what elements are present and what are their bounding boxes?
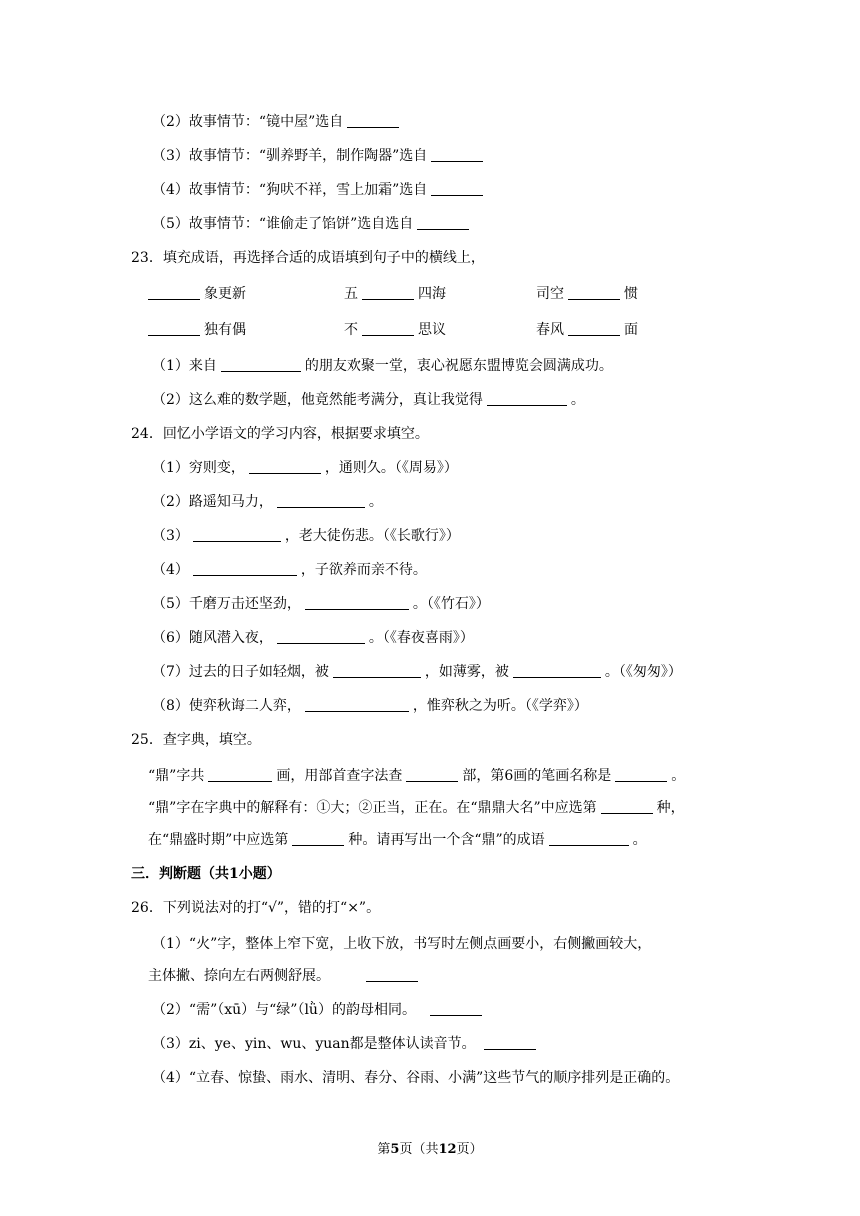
q26-line-2: （2）“需”（xū）与“绿”（lǜ）的韵母相同。 [152,1000,486,1020]
q24-line-7: （7）过去的日子如轻烟，被 ，如薄雾，被 。（《匆匆》） [152,664,682,680]
q26-line-1b: 主体撇、捺向左右两侧舒展。 [148,966,422,986]
answer-blank[interactable] [362,321,414,336]
answer-blank[interactable] [292,831,344,846]
answer-blank[interactable] [277,493,365,508]
answer-blank[interactable] [568,285,620,300]
q26-line-1: （1）“火”字，整体上窄下宽，上收下放，书写时左侧点画要小，右侧撇画较大， [152,936,652,952]
q23-sentence-2: （2）这么难的数学题，他竟然能考满分，真让我觉得 。 [152,392,585,408]
q24-line-2: （2）路遥知马力， 。 [152,494,383,510]
q26-line-3: （3）zi、ye、yin、wu、yuan都是整体认读音节。 [152,1034,540,1054]
answer-blank[interactable] [487,391,567,406]
answer-blank[interactable] [601,799,653,814]
section-3-heading: 三．判断题（共1小题） [131,866,281,882]
q22-item-5: （5）故事情节：“谁偷走了馅饼”选自选自 [152,214,473,234]
answer-blank[interactable] [221,357,301,372]
q24-line-6: （6）随风潜入夜， 。（《春夜喜雨》） [152,630,474,646]
answer-blank[interactable] [513,663,601,678]
answer-blank[interactable] [615,767,667,782]
answer-blank[interactable] [347,113,399,128]
q24-line-3: （3） ，老大徒伤悲。（《长歌行》） [152,528,460,544]
answer-blank[interactable] [484,1035,536,1050]
answer-blank[interactable] [417,215,469,230]
q24-line-1: （1）穷则变， ，通则久。（《周易》） [152,460,458,476]
q26-line-4: （4）“立春、惊蛰、雨水、清明、春分、谷雨、小满”这些节气的顺序排列是正确的。 [152,1070,680,1086]
q26-title: 26．下列说法对的打“√”，错的打“×”。 [131,900,381,916]
answer-blank[interactable] [406,767,458,782]
answer-blank[interactable] [362,285,414,300]
answer-blank[interactable] [333,663,421,678]
q24-line-8: （8）使弈秋诲二人弈， ，惟弈秋之为听。（《学弈》） [152,698,588,714]
q23-idiom-2-1: 独有偶 [148,320,246,340]
answer-blank[interactable] [549,831,629,846]
answer-blank[interactable] [366,967,418,982]
q24-title: 24．回忆小学语文的学习内容，根据要求填空。 [131,426,429,442]
q23-idiom-1-1: 象更新 [148,284,246,304]
answer-blank[interactable] [430,1001,482,1016]
answer-blank[interactable] [431,181,483,196]
answer-blank[interactable] [277,629,365,644]
answer-blank[interactable] [305,595,409,610]
answer-blank[interactable] [148,321,200,336]
answer-blank[interactable] [193,527,281,542]
q22-item-2: （2）故事情节：“镜中屋”选自 [152,112,403,132]
answer-blank[interactable] [431,147,483,162]
q24-line-5: （5）千磨万击还坚劲， 。（《竹石》） [152,596,490,612]
page-number: 5 [390,1142,400,1157]
answer-blank[interactable] [208,767,272,782]
q25-line-3: 在“鼎盛时期”中应选第 种。请再写出一个含“鼎”的成语 。 [148,832,647,848]
q22-item-3: （3）故事情节：“驯养野羊，制作陶器”选自 [152,146,487,166]
q22-item-4: （4）故事情节：“狗吠不祥，雪上加霜”选自 [152,180,487,200]
answer-blank[interactable] [305,697,409,712]
answer-blank[interactable] [193,561,297,576]
q25-line-1: “鼎”字共 画，用部首查字法查 部，第6画的笔画名称是 。 [148,768,686,784]
page-footer: 第5页（共12页） [377,1142,483,1157]
q25-title: 25．查字典，填空。 [131,732,261,748]
q24-line-4: （4） ，子欲养而亲不待。 [152,562,427,578]
q23-title: 23．填充成语，再选择合适的成语填到句子中的横线上， [131,250,485,266]
q25-line-2: “鼎”字在字典中的解释有：①大；②正当，正在。在“鼎鼎大名”中应选第 种， [148,800,685,816]
page-total: 12 [438,1142,457,1157]
q23-idiom-2-2: 不 思议 [344,322,446,338]
answer-blank[interactable] [148,285,200,300]
q23-sentence-1: （1）来自 的朋友欢聚一堂，衷心祝愿东盟博览会圆满成功。 [152,358,613,374]
q23-idiom-1-2: 五 四海 [344,286,446,302]
q23-idiom-2-3: 春风 面 [536,322,638,338]
q23-idiom-1-3: 司空 惯 [536,286,638,302]
answer-blank[interactable] [249,459,321,474]
answer-blank[interactable] [568,321,620,336]
